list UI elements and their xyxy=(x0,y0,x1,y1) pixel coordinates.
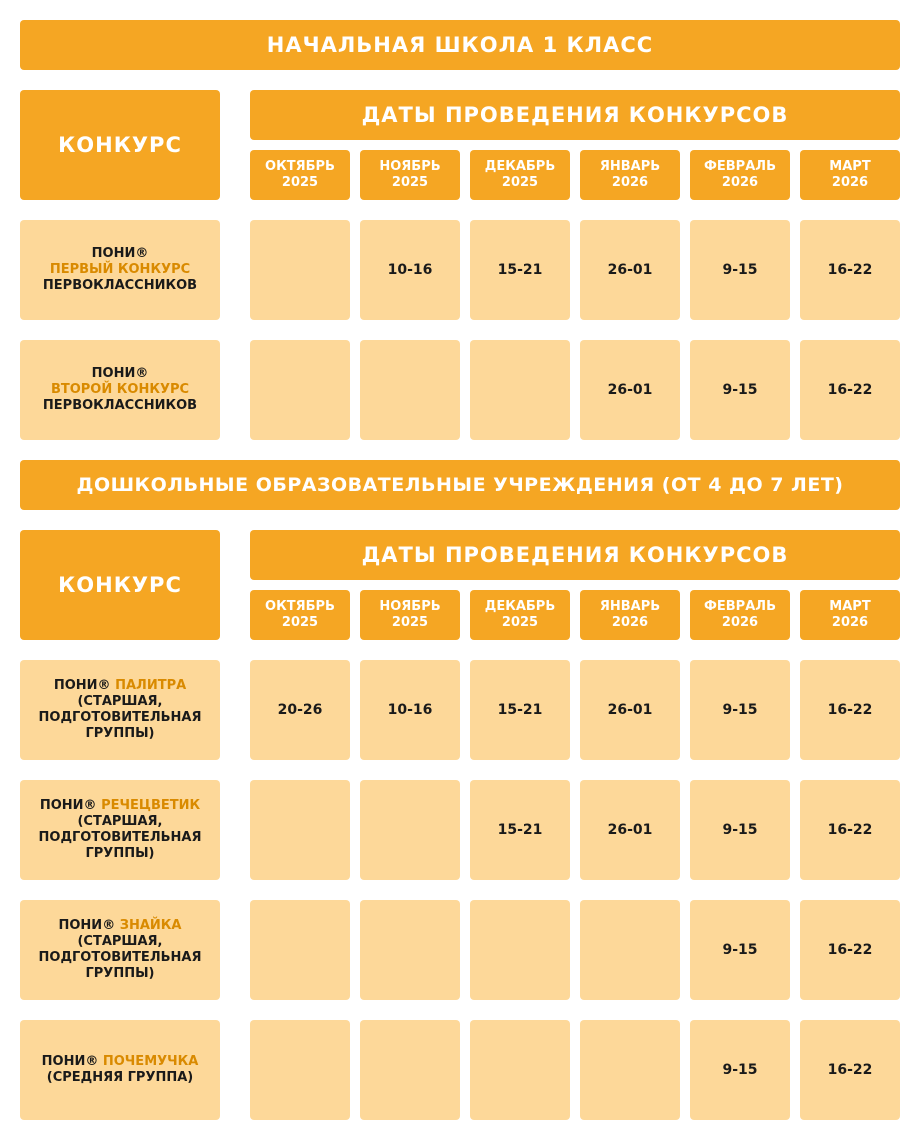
date-cell xyxy=(580,900,680,1000)
month-header-oct: ОКТЯБРЬ 2025 xyxy=(250,150,350,200)
date-cell: 15-21 xyxy=(470,220,570,320)
date-cell: 16-22 xyxy=(800,900,900,1000)
date-cell: 16-22 xyxy=(800,780,900,880)
date-cell: 16-22 xyxy=(800,660,900,760)
contest-label-pochemuchka: ПОНИ® ПОЧЕМУЧКА (СРЕДНЯЯ ГРУППА) xyxy=(20,1020,220,1120)
contest-label-rechetsvetik: ПОНИ® РЕЧЕЦВЕТИК (СТАРШАЯ, ПОДГОТОВИТЕЛЬНАЯ ГРУППЫ) xyxy=(20,780,220,880)
month-header-feb: ФЕВРАЛЬ 2026 xyxy=(690,150,790,200)
date-cell xyxy=(470,340,570,440)
date-cell: 16-22 xyxy=(800,1020,900,1120)
date-cell xyxy=(360,780,460,880)
date-cell xyxy=(580,1020,680,1120)
dates-header: ДАТЫ ПРОВЕДЕНИЯ КОНКУРСОВ xyxy=(250,530,900,580)
date-cell xyxy=(360,340,460,440)
date-cell xyxy=(470,900,570,1000)
month-header-jan: ЯНВАРЬ 2026 xyxy=(580,590,680,640)
date-cell: 16-22 xyxy=(800,220,900,320)
month-header-mar: МАРТ 2026 xyxy=(800,590,900,640)
date-cell: 15-21 xyxy=(470,660,570,760)
contest-column-header: КОНКУРС xyxy=(20,530,220,640)
date-cell xyxy=(360,1020,460,1120)
month-header-jan: ЯНВАРЬ 2026 xyxy=(580,150,680,200)
date-cell: 26-01 xyxy=(580,660,680,760)
date-cell xyxy=(470,1020,570,1120)
month-header-mar: МАРТ 2026 xyxy=(800,150,900,200)
month-header-dec: ДЕКАБРЬ 2025 xyxy=(470,150,570,200)
date-cell: 20-26 xyxy=(250,660,350,760)
date-cell xyxy=(250,780,350,880)
date-cell: 16-22 xyxy=(800,340,900,440)
month-header-nov: НОЯБРЬ 2025 xyxy=(360,150,460,200)
date-cell: 9-15 xyxy=(690,340,790,440)
date-cell: 9-15 xyxy=(690,220,790,320)
date-cell xyxy=(250,900,350,1000)
date-cell: 26-01 xyxy=(580,220,680,320)
date-cell: 9-15 xyxy=(690,660,790,760)
month-header-nov: НОЯБРЬ 2025 xyxy=(360,590,460,640)
date-cell: 10-16 xyxy=(360,220,460,320)
contest-label-palitra: ПОНИ® ПАЛИТРА (СТАРШАЯ, ПОДГОТОВИТЕЛЬНАЯ ГРУППЫ) xyxy=(20,660,220,760)
date-cell: 26-01 xyxy=(580,340,680,440)
section-banner-preschool: ДОШКОЛЬНЫЕ ОБРАЗОВАТЕЛЬНЫЕ УЧРЕЖДЕНИЯ (ОТ 4 ДО 7 ЛЕТ) xyxy=(20,460,900,510)
dates-header: ДАТЫ ПРОВЕДЕНИЯ КОНКУРСОВ xyxy=(250,90,900,140)
section-banner-primary-school: НАЧАЛЬНАЯ ШКОЛА 1 КЛАСС xyxy=(20,20,900,70)
date-cell: 10-16 xyxy=(360,660,460,760)
date-cell xyxy=(360,900,460,1000)
contest-label-second: ПОНИ® ВТОРОЙ КОНКУРС ПЕРВОКЛАССНИКОВ xyxy=(20,340,220,440)
date-cell: 15-21 xyxy=(470,780,570,880)
date-cell: 26-01 xyxy=(580,780,680,880)
date-cell: 9-15 xyxy=(690,1020,790,1120)
month-header-dec: ДЕКАБРЬ 2025 xyxy=(470,590,570,640)
date-cell xyxy=(250,220,350,320)
date-cell xyxy=(250,340,350,440)
contest-label-znayka: ПОНИ® ЗНАЙКА (СТАРШАЯ, ПОДГОТОВИТЕЛЬНАЯ ГРУППЫ) xyxy=(20,900,220,1000)
date-cell: 9-15 xyxy=(690,780,790,880)
contest-label-first: ПОНИ® ПЕРВЫЙ КОНКУРС ПЕРВОКЛАССНИКОВ xyxy=(20,220,220,320)
month-header-oct: ОКТЯБРЬ 2025 xyxy=(250,590,350,640)
date-cell xyxy=(250,1020,350,1120)
date-cell: 9-15 xyxy=(690,900,790,1000)
month-header-feb: ФЕВРАЛЬ 2026 xyxy=(690,590,790,640)
contest-column-header: КОНКУРС xyxy=(20,90,220,200)
